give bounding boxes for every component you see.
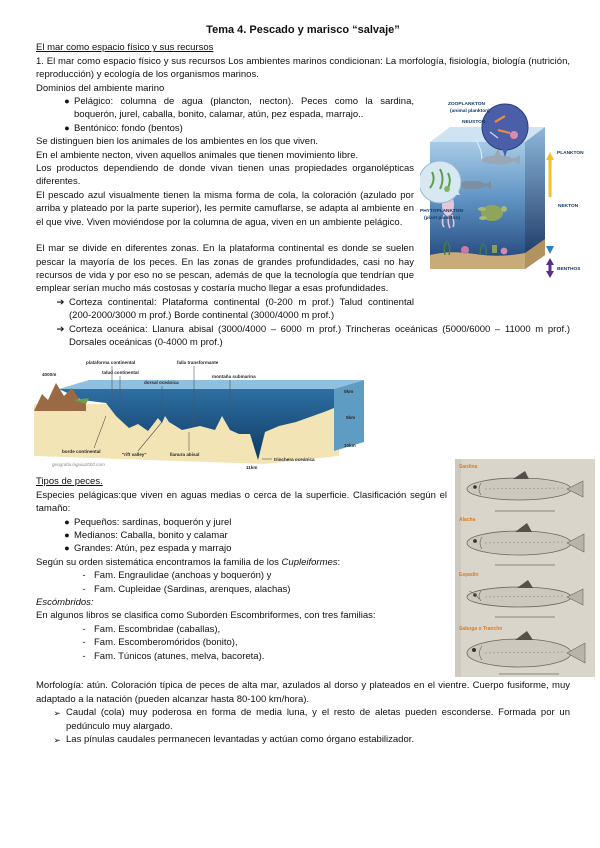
paragraph-zonas: El mar se divide en diferentes zonas. En la plataforma continental es donde se suelen pescar la mayoría de los peces. En las zonas de grandes profundidades, casi no hay recursos de vida y por eso no se pescan, además de que la tecnología que tendrían que emplear serían mucho más costosas y costaría mucho llegar a esas profundidades. — [36, 243, 414, 295]
cortezas-arrow-list — [36, 296, 570, 350]
label-altitude: 4000m — [42, 372, 57, 378]
figure-watermark: geografia.laguia2000.com — [52, 462, 105, 468]
label-llanura: llanura abisal — [170, 452, 200, 458]
coral-2 — [501, 248, 508, 255]
fish-label-3: Espadín — [459, 572, 479, 579]
bullet-glyph: ● — [64, 122, 70, 133]
list-item — [36, 733, 570, 747]
bullet-medianos: Medianos: Caballa, bonito y calamar — [74, 529, 228, 541]
bullet-glyph: ● — [64, 516, 70, 527]
dash-glyph: - — [82, 637, 86, 649]
label-depth-0: 0km — [344, 389, 354, 395]
bullet-pequenos: Pequeños: sardinas, boquerón y jurel — [74, 516, 232, 528]
dash-escombridae: Fam. Escombridae (caballas), — [94, 623, 221, 635]
dash-glyph: - — [82, 583, 86, 595]
section-heading-mar: El mar como espacio físico y sus recursos — [36, 42, 214, 54]
arrow-corteza-oceanica: Corteza oceánica: Llanura abisal (3000/4000 – 6000 m prof.) Trincheras oceánicas (5000/6000 – 11000 m prof.) Dorsales oceánicas (0-4000 m prof.) — [69, 323, 570, 348]
list-item — [36, 516, 447, 529]
label-depth-11: 11km — [246, 465, 258, 471]
morfologia-chevron-list — [36, 706, 570, 747]
list-item — [36, 583, 447, 596]
chevron-pinulas: Las pínulas caudales permanecen levantadas y actúan como órgano estabilizador. — [66, 733, 415, 745]
paragraph-pescado-azul: El pescado azul visualmente tienen la misma forma de cola, la coloración (azulado por arriba y plateado por la parte superior), les permite camuflarse, se adapta al ambiente en el que vive. Viven moviéndose por la columna de agua, viven en un ambiente pelágico. — [36, 189, 414, 228]
paragraph-necton: En el ambiente necton, viven aquellos animales que tienen movimiento libre. — [36, 149, 359, 161]
label-trinchera: trinchera oceánica — [274, 457, 315, 463]
arrow-bullet-glyph: ➔ — [56, 296, 65, 308]
chevron-caudal: Caudal (cola) muy poderosa en forma de media luna, y el resto de aletas pueden esconderse. Formada por un pedúnculo muy alargado. — [66, 707, 570, 732]
label-rift: "rift valley" — [122, 452, 147, 458]
bullet-pelagico: Pelágico: columna de agua (plancton, necton). Peces como la sardina, boquerón, jurel, caballa, bonito, calamar, atún, pez espada, marrajo.. — [74, 96, 414, 121]
benthos-zone-label: BENTHOS — [557, 267, 581, 273]
coral-3 — [492, 245, 497, 253]
zone-scale — [546, 152, 554, 278]
bullet-grandes: Grandes: Atún, pez espada y marrajo — [74, 543, 232, 555]
paragraph-intro: 1. El mar como espacio físico y sus recursos Los ambientes marinos condicionan: La morfología, fisiología, biología (nutrición, reproducción) y ecología de los organismos marinos. — [36, 55, 570, 81]
list-item — [36, 95, 414, 122]
phytoplankton-sublabel: (plant plankton) — [424, 216, 460, 222]
paragraph-distinguen: Se distinguen bien los animales de los ambientes en los que viven. — [36, 136, 319, 148]
fish-label-2: Alacha — [459, 517, 476, 524]
dash-tunicos: Fam. Túnicos (atunes, melva, bacoreta). — [94, 650, 265, 662]
fish-label-4: Saboga o Trancho — [459, 626, 503, 633]
water-column-figure — [420, 97, 592, 287]
paragraph-productos: Los productos dependiendo de donde vivan tienen unas propiedades organolépticas diferentes. — [36, 163, 414, 188]
dash-glyph: - — [82, 650, 86, 662]
dash-engraulidae: Fam. Engraulidae (anchoas y boquerón) y — [94, 570, 272, 582]
label-depth-10: 10km — [344, 443, 356, 449]
label-depth-5: 5km — [346, 415, 356, 421]
list-item — [36, 623, 447, 636]
list-item — [36, 542, 447, 555]
heading-escombridos: Escómbridos: — [36, 597, 94, 608]
plate-edge — [455, 459, 461, 677]
arrow-corteza-continental: Corteza continental: Plataforma continental (0-200 m prof.) Talud continental (200-2000/3000 m prof.) Borde continental (3000/4000 m prof.) — [69, 296, 414, 322]
label-plataforma: plataforma continental — [86, 360, 136, 366]
plankton-zone-label: PLANKTON — [557, 151, 584, 157]
label-falla: falla transformante — [177, 360, 219, 366]
dash-escomberomoridos: Fam. Escomberomóridos (bonito), — [94, 637, 238, 649]
phytoplankton-label: PHYTOPLANKTON — [420, 209, 463, 215]
bullet-glyph: ● — [64, 543, 70, 554]
section-heading-tipos: Tipos de peces. — [36, 476, 103, 488]
nekton-zone-label: NEKTON — [558, 204, 579, 210]
cupleiformes-italic: Cupleiformes — [281, 556, 338, 568]
orden-text: Según su orden sistemática encontramos la familia de los — [36, 556, 282, 568]
label-borde: borde continental — [62, 449, 101, 455]
dash-cupleidae: Fam. Cupleidae (Sardinas, arenques, alachas) — [94, 583, 291, 595]
bullet-bentonico: Bentónico: fondo (bentos) — [74, 122, 183, 134]
bullet-glyph: ● — [64, 529, 70, 540]
list-item — [36, 636, 447, 649]
chevron-glyph: ➢ — [53, 734, 61, 745]
list-item — [36, 323, 570, 350]
fish-plate-figure — [455, 459, 595, 677]
paragraph-suborden: En algunos libros se clasifica como Suborden Escombriformes, con tres familias: — [36, 610, 376, 622]
list-item — [36, 569, 447, 582]
label-dorsal: dorsal oceánica — [144, 380, 179, 386]
list-item — [36, 706, 570, 733]
label-montana: montaña submarina — [212, 374, 256, 380]
arrow-bullet-glyph: ➔ — [56, 323, 65, 335]
bullet-glyph: ● — [64, 96, 70, 107]
list-item — [36, 529, 447, 542]
neuston-label: NEUSTON — [462, 120, 486, 126]
dash-glyph: - — [82, 570, 86, 582]
dash-glyph: - — [82, 623, 86, 635]
coral — [461, 246, 469, 254]
seafloor-profile-figure — [34, 356, 366, 470]
label-talud: talud continental — [102, 370, 139, 376]
paragraph-especies: Especies pelágicas:que viven en aguas medias o cerca de la superficie. Clasificación según el tamaño: — [36, 489, 447, 515]
orden-colon: : — [337, 556, 341, 568]
chevron-glyph: ➢ — [53, 708, 61, 719]
paragraph-dominios: Dominios del ambiente marino — [36, 82, 165, 94]
zooplankton-sublabel: (animal plankton) — [450, 109, 490, 115]
phytoplankton-callout — [420, 161, 461, 203]
list-item — [36, 122, 414, 135]
fish-label-1: Sardina — [459, 464, 478, 471]
paragraph-morfologia: Morfología: atún. Coloración típica de peces de alta mar, azulados al dorso y plateados en el vientre. Cuerpo fusiforme, muy adaptado a la natación (pueden alcanzar hasta 80-100 km/hora). — [36, 680, 570, 705]
zooplankton-label: ZOOPLANKTON — [448, 102, 485, 108]
list-item — [36, 650, 447, 663]
page-title: Tema 4. Pescado y marisco “salvaje” — [206, 24, 400, 36]
ocean-surface — [59, 380, 364, 389]
list-item — [36, 296, 414, 323]
